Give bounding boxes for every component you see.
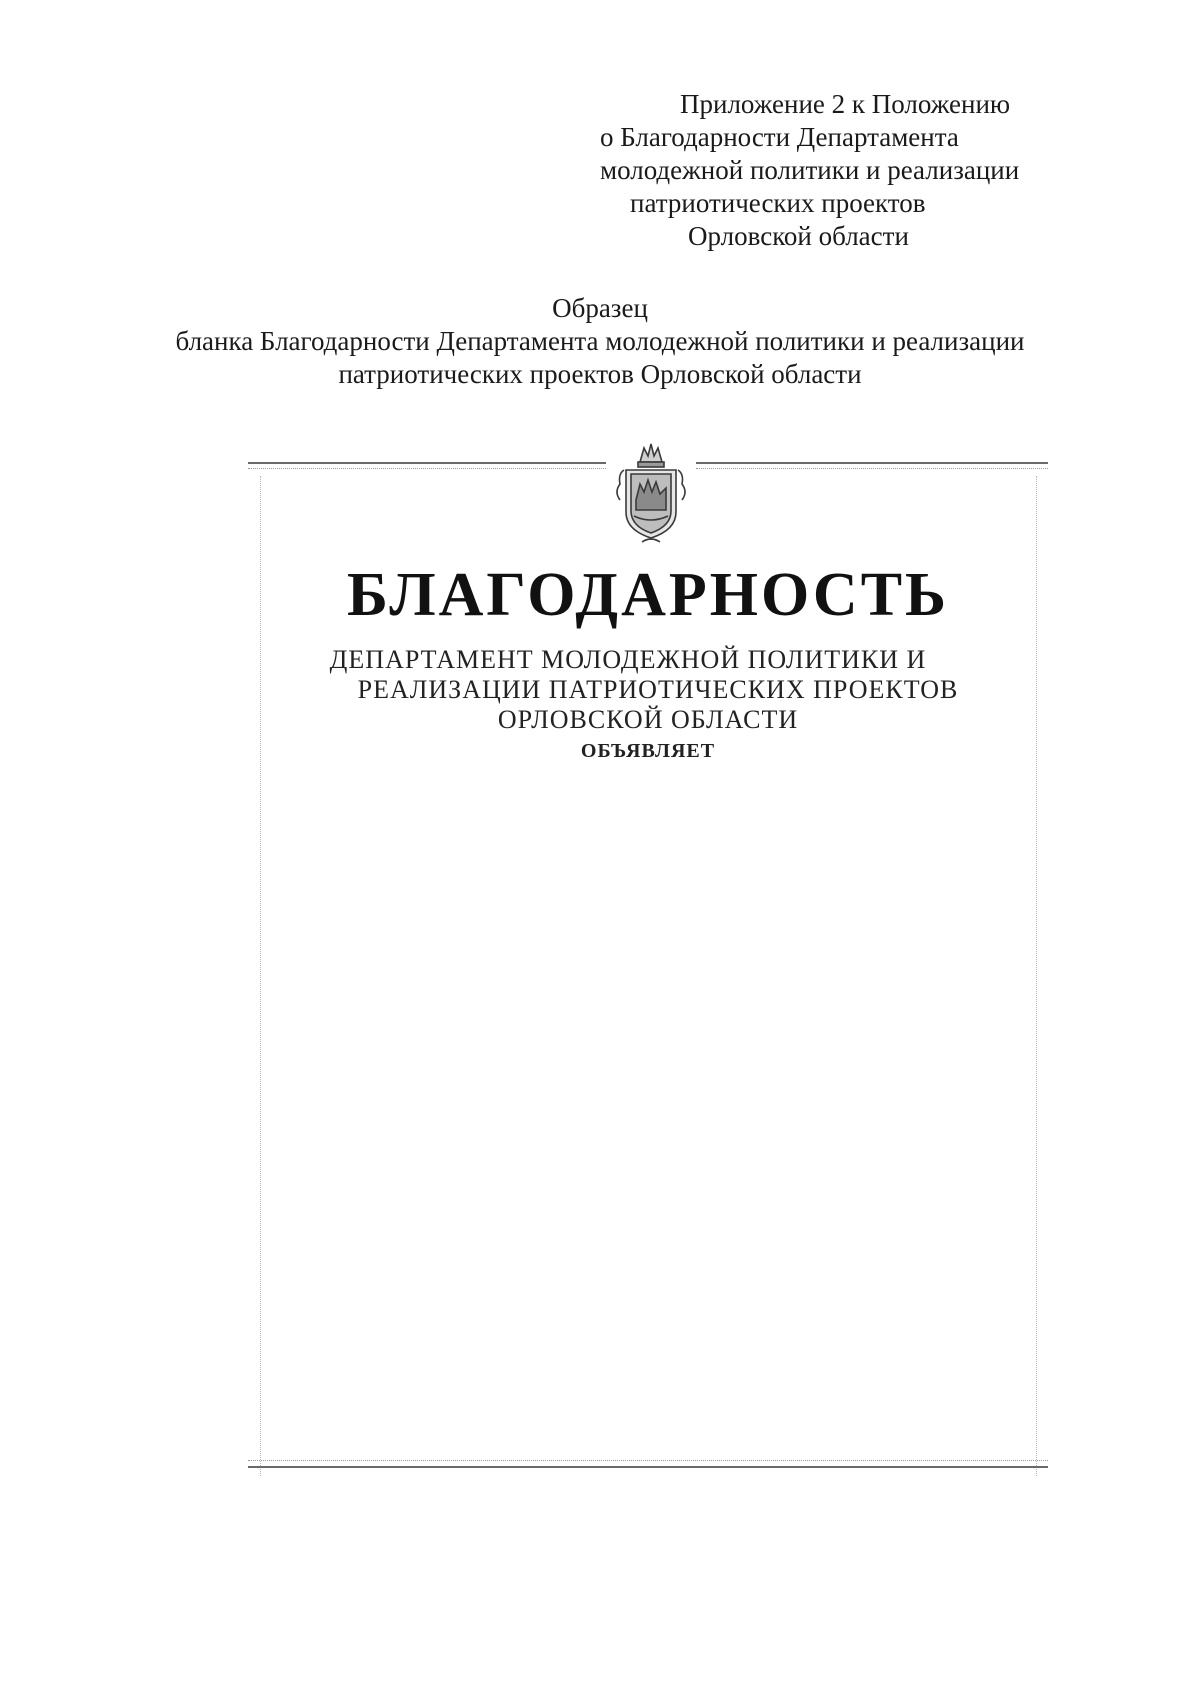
heading-line-1: бланка Благодарности Департамента молодежной политики и реализации [175,326,1025,356]
top-border-left [248,462,606,464]
department-name [248,645,1048,735]
appendix-line-2: о Благодарности Департамента [600,122,959,152]
appendix-note [600,88,1160,253]
department-line-1: ДЕПАРТАМЕНТ МОЛОДЕЖНОЙ ПОЛИТИКИ И [329,645,927,674]
form-title: БЛАГОДАРНОСТЬ [346,561,950,629]
announces-label: ОБЪЯВЛЯЕТ [580,740,716,762]
top-border-left-inner [248,468,606,469]
heading-line-2: патриотических проектов Орловской области [338,359,862,389]
coat-of-arms-icon [612,440,690,544]
bottom-border-inner [248,1460,1048,1461]
appendix-line-1: Приложение 2 к Положению [680,89,1011,119]
appendix-line-4: патриотических проектов [630,188,926,218]
department-line-3: ОРЛОВСКОЙ ОБЛАСТИ [497,705,799,734]
gratitude-form [248,462,1048,1472]
appendix-line-3: молодежной политики и реализации [600,155,1020,185]
top-border-right [696,462,1048,464]
top-border-right-inner [696,468,1048,469]
appendix-line-5: Орловской области [688,221,909,251]
bottom-border [248,1466,1048,1468]
document-heading [0,292,1200,391]
sample-label: Образец [552,293,648,323]
department-line-2: РЕАЛИЗАЦИИ ПАТРИОТИЧЕСКИХ ПРОЕКТОВ [357,675,959,704]
